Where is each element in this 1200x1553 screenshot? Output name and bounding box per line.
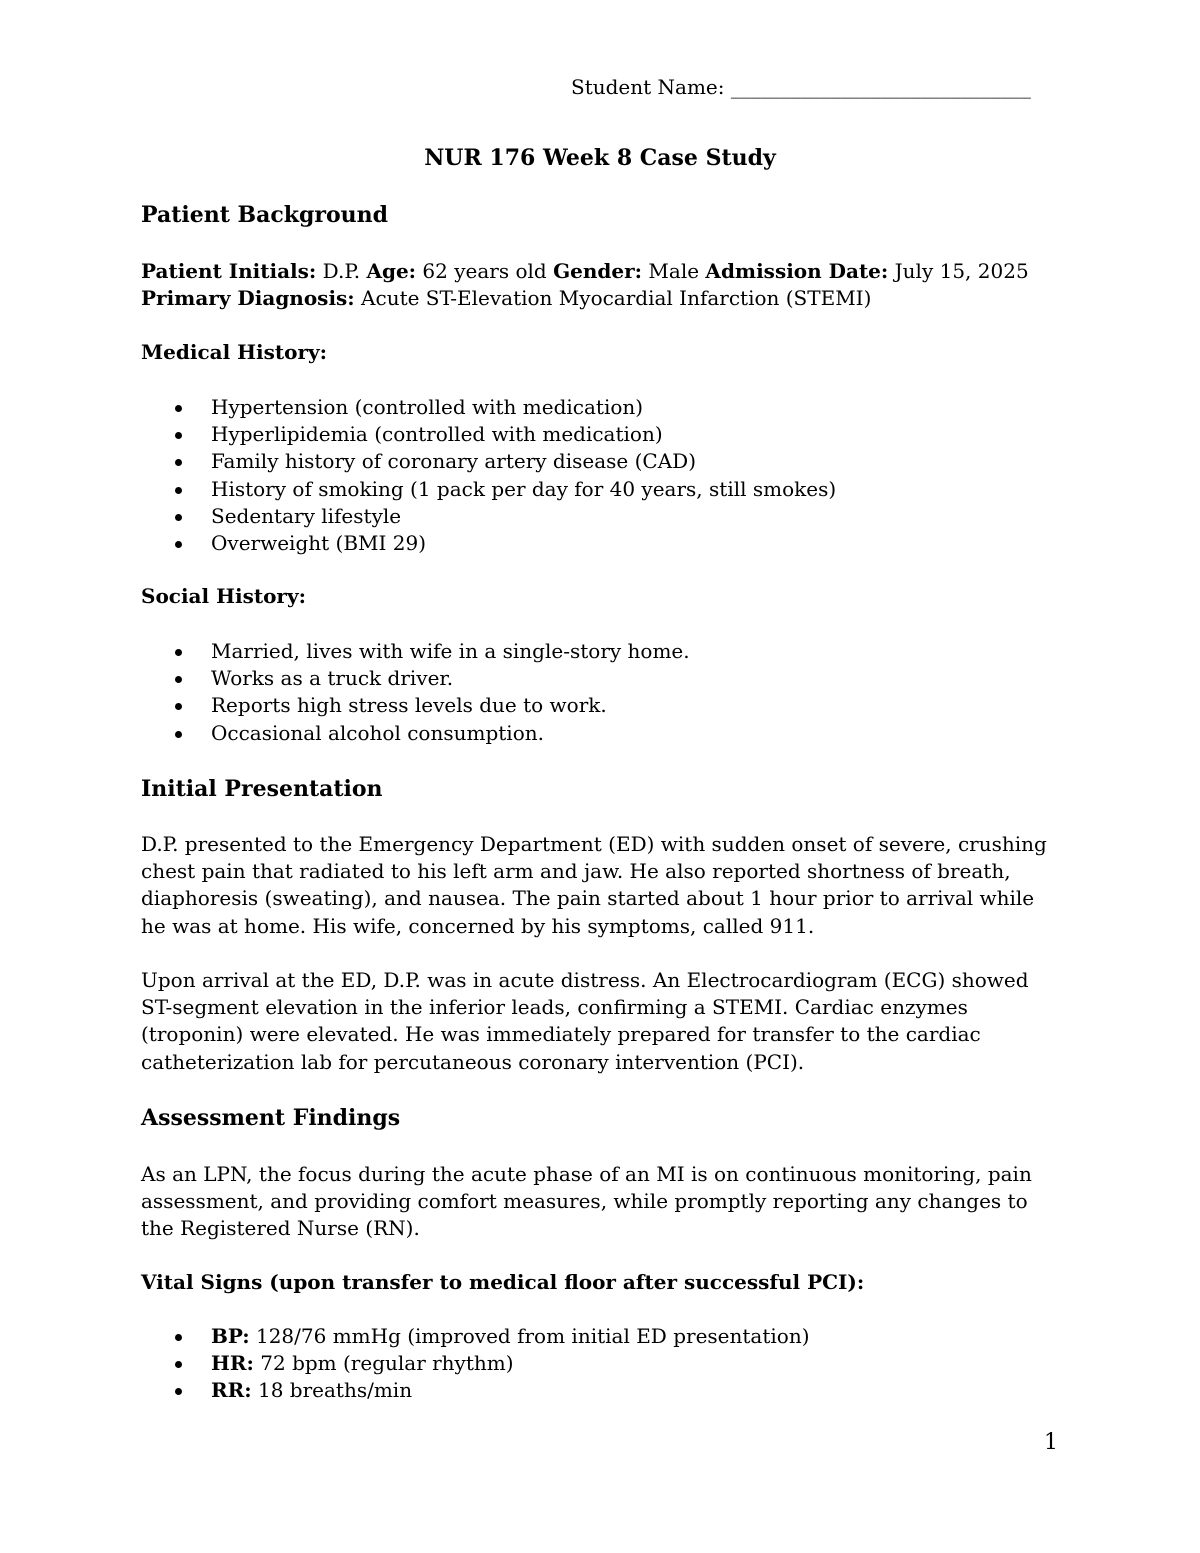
bullet-icon: [175, 731, 182, 738]
initials-label: Patient Initials:: [141, 259, 317, 283]
list-item: Reports high stress levels due to work.: [0, 692, 690, 719]
age-value: 62 years old: [416, 259, 554, 283]
list-item: [0, 1377, 810, 1404]
age-label: Age:: [366, 259, 417, 283]
diagnosis-label: Primary Diagnosis:: [141, 286, 355, 310]
patient-demographics-line: [141, 258, 1029, 285]
list-item: Hypertension (controlled with medication): [0, 394, 836, 421]
list-item: [0, 1323, 810, 1350]
bullet-icon: [175, 1334, 182, 1341]
vital-label: BP:: [211, 1324, 250, 1348]
initial-presentation-paragraph-1: D.P. presented to the Emergency Department (ED) with sudden onset of severe, crushing chest pain that radiated to his left arm and jaw. He also reported shortness of breath, diaphoresis (sweating), and nausea. The pain started about 1 hour prior to arrival while he was at home. His wife, concerned by his symptoms, called 911.: [141, 832, 1047, 938]
assessment-paragraph: As an LPN, the focus during the acute phase of an MI is on continuous monitoring, pain assessment, and providing comfort measures, while promptly reporting any changes to the Registered Nurse (RN).: [141, 1162, 1032, 1241]
primary-diagnosis-line: [141, 285, 871, 312]
student-name-line: Student Name: ______________________________: [571, 75, 1031, 99]
bullet-icon: [175, 459, 182, 466]
bullet-icon: [175, 541, 182, 548]
gender-value: Male: [642, 259, 706, 283]
list-item: Works as a truck driver.: [0, 665, 690, 692]
initials-value: D.P.: [316, 259, 367, 283]
heading-social-history: Social History:: [141, 584, 306, 608]
vital-label: RR:: [211, 1378, 252, 1403]
heading-assessment-findings: Assessment Findings: [141, 1105, 401, 1131]
bullet-icon: [175, 649, 182, 656]
initial-presentation-paragraph-2: Upon arrival at the ED, D.P. was in acute distress. An Electrocardiogram (ECG) showed ST-segment elevation in the inferior leads, confirming a STEMI. Cardiac enzymes (troponin) were elevated. He was immediately prepared for transfer to the cardiac catheterization lab for percutaneous coronary intervention (PCI).: [141, 968, 1029, 1074]
bullet-icon: [175, 703, 182, 710]
bullet-icon: [175, 405, 182, 412]
vital-value: 72 bpm (regular rhythm): [253, 1351, 514, 1376]
heading-medical-history: Medical History:: [141, 340, 328, 364]
list-item: Overweight (BMI 29): [0, 530, 836, 557]
vital-label: HR:: [211, 1351, 254, 1376]
bullet-icon: [175, 514, 182, 521]
heading-initial-presentation: Initial Presentation: [141, 776, 383, 802]
heading-patient-background: Patient Background: [141, 202, 389, 228]
list-item: Sedentary lifestyle: [0, 503, 836, 530]
admission-date-value: July 15, 2025: [888, 259, 1029, 283]
diagnosis-value: Acute ST-Elevation Myocardial Infarction (STEMI): [354, 286, 872, 310]
medical-history-list: [0, 394, 836, 557]
page-number: 1: [1044, 1430, 1058, 1455]
vital-value: 18 breaths/min: [251, 1378, 413, 1403]
list-item: Married, lives with wife in a single-story home.: [0, 638, 690, 665]
social-history-list: [0, 638, 690, 747]
bullet-icon: [175, 1361, 182, 1368]
bullet-icon: [175, 432, 182, 439]
admission-date-label: Admission Date:: [705, 259, 889, 283]
list-item: Occasional alcohol consumption.: [0, 720, 690, 747]
page-title: NUR 176 Week 8 Case Study: [424, 145, 776, 171]
vital-signs-list: [0, 1323, 810, 1405]
bullet-icon: [175, 487, 182, 494]
list-item: Family history of coronary artery disease (CAD): [0, 448, 836, 475]
bullet-icon: [175, 1388, 182, 1395]
gender-label: Gender:: [553, 259, 643, 283]
heading-vital-signs: Vital Signs (upon transfer to medical floor after successful PCI):: [141, 1270, 865, 1294]
list-item: Hyperlipidemia (controlled with medication): [0, 421, 836, 448]
list-item: History of smoking (1 pack per day for 40 years, still smokes): [0, 476, 836, 503]
vital-value: 128/76 mmHg (improved from initial ED presentation): [249, 1324, 810, 1348]
list-item: [0, 1350, 810, 1377]
bullet-icon: [175, 676, 182, 683]
